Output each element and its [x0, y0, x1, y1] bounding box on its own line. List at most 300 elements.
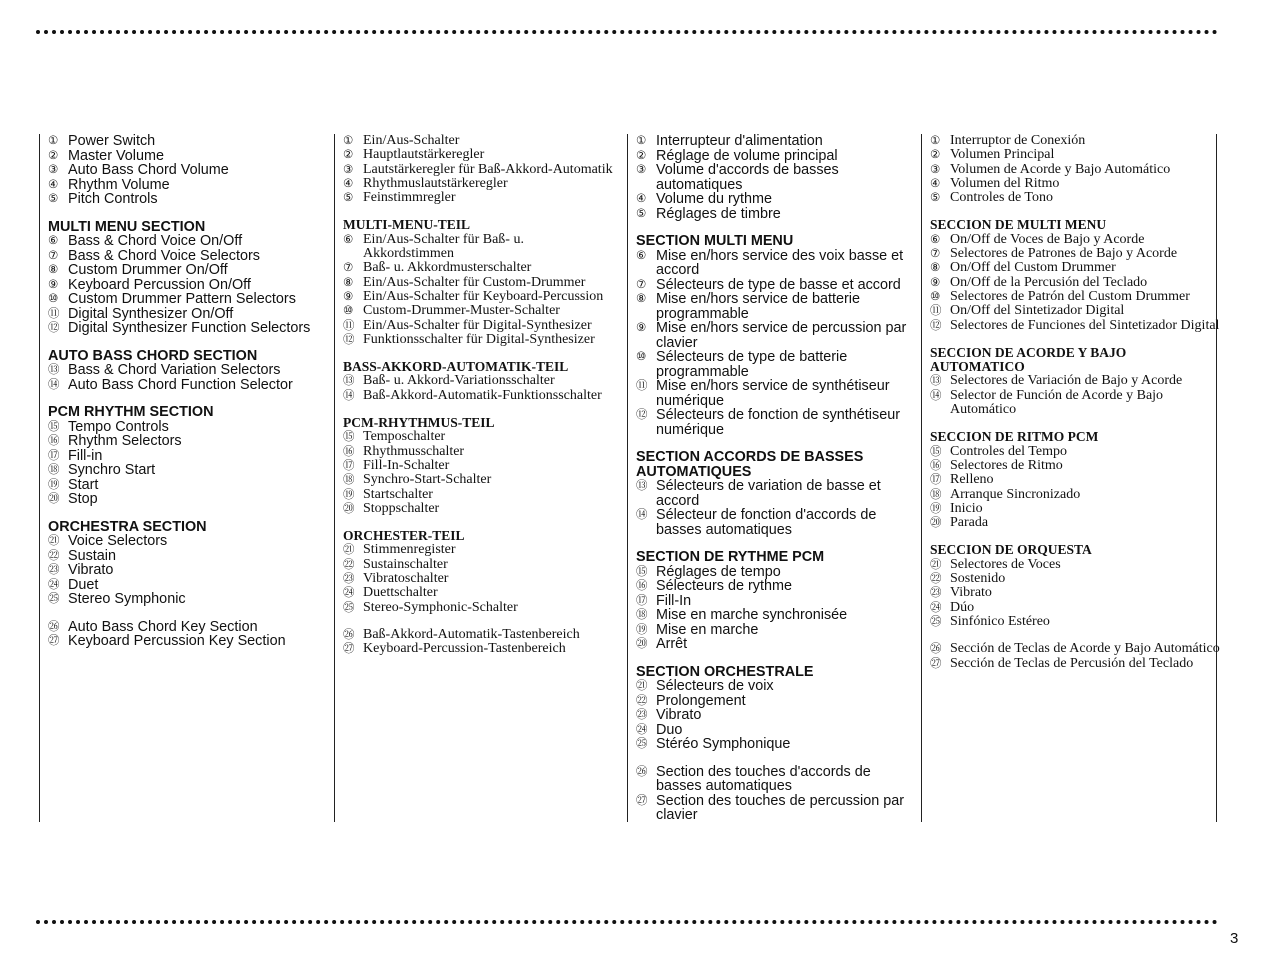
item-number: ⑫	[636, 409, 648, 421]
section-block	[930, 629, 1220, 671]
item-number: ⑰	[343, 459, 355, 472]
item-number: ⑫	[343, 333, 355, 346]
item-label: Custom Drummer Pattern Selectors	[68, 291, 296, 307]
item-number: ⑧	[343, 276, 354, 289]
item-label: Ein/Aus-Schalter für Keyboard-Percussion	[363, 288, 604, 304]
item-number: ⑩	[930, 290, 941, 303]
item-label: Vibrato	[68, 562, 114, 578]
list-item	[930, 134, 1220, 148]
item-number: ⑯	[636, 580, 648, 592]
list-item	[636, 134, 914, 149]
list-item	[48, 420, 328, 435]
item-label: Rhythm Selectors	[68, 433, 182, 449]
list-item	[48, 563, 328, 578]
item-label: Sección de Teclas de Acorde y Bajo Automático	[950, 641, 1220, 657]
item-number: ⑦	[930, 248, 941, 261]
spacer	[636, 752, 914, 765]
list-item	[930, 488, 1220, 502]
item-number: ㉓	[930, 587, 942, 600]
item-label: Hauptlautstärkeregler	[363, 147, 485, 163]
list-item	[636, 249, 914, 278]
item-number: ⑭	[930, 389, 942, 402]
item-number: ⑰	[48, 449, 60, 462]
section-heading: SECCION DE ACORDE Y BAJO AUTOMATICO	[930, 344, 1127, 375]
list-item	[343, 276, 615, 290]
item-number: ㉖	[930, 643, 942, 656]
item-label: Ein/Aus-Schalter für Custom-Drummer	[363, 274, 586, 290]
item-number: ⑫	[48, 322, 60, 334]
item-number: ⑥	[48, 235, 59, 247]
item-label: Synchro Start	[68, 462, 156, 478]
item-number: ㉓	[48, 564, 60, 576]
list-item	[636, 149, 914, 164]
column-divider	[39, 134, 40, 822]
item-label: Selectores de Ritmo	[950, 457, 1063, 473]
item-number: ㉕	[930, 615, 942, 628]
item-number: ㉑	[343, 544, 355, 557]
section-block	[930, 430, 1220, 530]
item-number: ⑤	[48, 193, 59, 205]
list-item	[48, 149, 328, 164]
item-number: ⑲	[48, 478, 60, 491]
list-item	[343, 191, 615, 205]
item-number: ⑧	[636, 293, 647, 305]
item-number: ①	[930, 135, 941, 147]
section-heading: BASS-AKKORD-AUTOMATIK-TEIL	[343, 359, 569, 375]
item-number: ⑳	[48, 493, 60, 505]
german-column	[343, 134, 615, 657]
item-label: Sélecteurs de voix	[656, 678, 774, 694]
item-number: ⑱	[48, 464, 60, 476]
item-label: Ein/Aus-Schalter für Baß- u. Akkordstimmen	[363, 231, 524, 262]
item-number: ⑮	[48, 420, 60, 433]
item-number: ⑭	[48, 378, 60, 391]
item-number: ㉒	[343, 558, 355, 571]
item-number: ⑥	[343, 233, 354, 246]
section-heading: ORCHESTRA SECTION	[48, 518, 207, 535]
item-label: Ein/Aus-Schalter	[363, 133, 460, 148]
item-number: ㉗	[48, 635, 60, 647]
section-block	[343, 360, 615, 403]
list-item	[48, 492, 328, 507]
list-item	[636, 794, 914, 823]
item-number: ⑲	[343, 488, 355, 501]
item-number: ②	[930, 149, 941, 162]
item-label: Keyboard Percussion On/Off	[68, 276, 251, 293]
item-label: Controles del Tempo	[950, 443, 1067, 459]
item-number: ㉑	[48, 535, 60, 547]
item-number: ㉑	[636, 680, 648, 692]
list-item	[930, 261, 1220, 275]
item-label: Baß- u. Akkordmusterschalter	[363, 260, 532, 276]
item-label: Rhythmusschalter	[363, 443, 465, 459]
item-label: Sélecteurs de fonction de synthétiseur numérique	[656, 407, 900, 438]
item-label: Baß-Akkord-Automatik-Tastenbereich	[363, 626, 580, 642]
section-block	[636, 665, 914, 752]
item-label: Volumen de Acorde y Bajo Automático	[950, 161, 1171, 177]
item-number: ⑧	[48, 264, 59, 276]
list-item	[636, 508, 914, 537]
item-label: Section des touches d'accords de basses automatiques	[656, 763, 871, 794]
list-item	[48, 321, 328, 336]
item-label: Bass & Chord Variation Selectors	[68, 362, 281, 378]
item-label: On/Off del Custom Drummer	[950, 260, 1116, 276]
list-item	[48, 534, 328, 549]
list-item	[343, 459, 615, 473]
item-number: ㉔	[48, 578, 60, 591]
item-label: Auto Bass Chord Volume	[68, 162, 229, 178]
item-number: ⑭	[343, 389, 355, 402]
item-number: ⑳	[343, 502, 355, 515]
list-item	[636, 192, 914, 207]
item-label: Sostenido	[950, 571, 1006, 587]
list-item	[930, 558, 1220, 572]
column-divider	[334, 134, 335, 822]
list-item	[343, 148, 615, 162]
item-label: Baß-Akkord-Automatik-Funktionsschalter	[363, 387, 602, 403]
item-label: Réglages de tempo	[656, 563, 781, 580]
item-number: ⑥	[930, 233, 941, 246]
list-item	[636, 765, 914, 794]
section-block	[636, 450, 914, 537]
section-block	[48, 520, 328, 607]
item-number: ⑯	[343, 445, 355, 458]
item-number: ㉕	[48, 593, 60, 605]
section-block	[343, 416, 615, 516]
item-label: On/Off de la Percusión del Teclado	[950, 274, 1148, 290]
item-label: Inicio	[950, 500, 983, 516]
list-item	[636, 207, 914, 222]
section-heading: SECCION DE RITMO PCM	[930, 429, 1099, 445]
list-item	[930, 304, 1220, 318]
item-label: Tempo Controls	[68, 418, 169, 435]
item-number: ⑱	[343, 474, 355, 487]
list-item	[930, 601, 1220, 615]
item-label: Mise en/hors service de batterie programmable	[656, 291, 860, 322]
list-item	[343, 473, 615, 487]
item-label: Stoppschalter	[363, 500, 440, 516]
section-block	[930, 218, 1220, 332]
item-number: ⑯	[48, 435, 60, 447]
item-label: Sélecteurs de type de batterie programmable	[656, 349, 848, 380]
item-number: ⑫	[930, 319, 942, 332]
item-number: ⑪	[343, 319, 355, 332]
section-heading: MULTI MENU SECTION	[48, 218, 206, 235]
top-dotted-rule	[36, 30, 1218, 34]
item-label: Relleno	[950, 472, 994, 488]
list-item	[343, 290, 615, 304]
item-label: Auto Bass Chord Function Selector	[68, 376, 293, 393]
section-heading: SECTION MULTI MENU	[636, 233, 794, 249]
section-heading: SECTION ORCHESTRALE	[636, 663, 814, 680]
item-label: Keyboard Percussion Key Section	[68, 633, 286, 649]
list-item	[930, 445, 1220, 459]
item-number: ㉗	[930, 657, 942, 670]
item-number: ⑦	[343, 262, 354, 275]
list-item	[930, 516, 1220, 530]
item-label: Synchro-Start-Schalter	[363, 472, 492, 488]
item-number: ㉕	[636, 738, 648, 750]
section-block	[343, 218, 615, 347]
list-item	[636, 408, 914, 437]
section-block	[48, 349, 328, 393]
list-item	[636, 579, 914, 594]
column-divider	[627, 134, 628, 822]
list-item	[48, 378, 328, 393]
item-number: ㉒	[930, 573, 942, 586]
section-block	[343, 529, 615, 615]
list-item	[48, 578, 328, 593]
list-item	[930, 586, 1220, 600]
list-item	[48, 463, 328, 478]
item-label: Bass & Chord Voice Selectors	[68, 247, 260, 264]
list-item	[930, 163, 1220, 177]
list-item	[636, 608, 914, 623]
item-number: ①	[343, 135, 354, 147]
item-number: ②	[636, 149, 647, 162]
item-label: Interrupteur d'alimentation	[656, 133, 823, 149]
item-label: Fill-in	[68, 447, 103, 464]
list-item	[343, 177, 615, 191]
section-heading: SECCION DE ORQUESTA	[930, 542, 1092, 558]
item-label: Stéréo Symphonique	[656, 736, 791, 752]
list-item	[343, 601, 615, 615]
item-label: Stop	[68, 491, 98, 507]
item-number: ⑦	[636, 278, 647, 291]
list-item	[930, 148, 1220, 162]
list-item	[48, 192, 328, 207]
item-label: Pitch Controls	[68, 191, 158, 207]
list-item	[343, 304, 615, 318]
item-label: Duettschalter	[363, 585, 438, 601]
item-number: ㉗	[636, 794, 648, 807]
item-number: ③	[343, 163, 354, 176]
item-label: Réglage de volume principal	[656, 147, 838, 164]
column-divider	[921, 134, 922, 822]
item-number: ⑲	[930, 502, 942, 515]
item-number: ㉑	[930, 558, 942, 571]
section-block	[48, 220, 328, 336]
item-number: ⑩	[636, 351, 647, 363]
section-block	[636, 550, 914, 652]
item-number: ⑱	[636, 609, 648, 621]
section-block	[636, 752, 914, 823]
item-label: Controles de Tono	[950, 190, 1053, 206]
section-heading: MULTI-MENU-TEIL	[343, 217, 471, 233]
item-number: ⑤	[343, 192, 354, 205]
item-number: ③	[930, 163, 941, 176]
item-number: ⑪	[48, 307, 60, 320]
item-label: Lautstärkeregler für Baß-Akkord-Automatik	[363, 161, 613, 177]
section-block	[48, 134, 328, 207]
item-number: ①	[636, 135, 647, 147]
item-label: On/Off del Sintetizador Digital	[950, 303, 1125, 319]
item-number: ⑳	[930, 517, 942, 530]
item-number: ⑩	[343, 305, 354, 318]
section-block	[636, 234, 914, 437]
list-item	[636, 623, 914, 638]
item-number: ①	[48, 135, 59, 147]
english-column	[48, 134, 328, 649]
item-number: ⑨	[636, 322, 647, 334]
item-label: Duet	[68, 576, 99, 593]
section-heading: SECTION DE RYTHME PCM	[636, 549, 825, 565]
list-item	[48, 263, 328, 278]
spanish-column	[930, 134, 1220, 671]
item-number: ②	[48, 149, 59, 162]
item-label: Section des touches de percussion par clavier	[656, 792, 904, 823]
section-heading: SECCION DE MULTI MENU	[930, 217, 1107, 233]
list-item	[930, 191, 1220, 205]
list-item	[930, 572, 1220, 586]
section-block	[636, 134, 914, 221]
list-item	[636, 292, 914, 321]
list-item	[930, 319, 1220, 333]
list-item	[343, 628, 615, 642]
item-label: Keyboard-Percussion-Tastenbereich	[363, 641, 566, 657]
list-item	[48, 478, 328, 493]
item-label: Volume du rythme	[656, 191, 772, 207]
list-item	[48, 592, 328, 607]
list-item	[930, 374, 1220, 388]
item-number: ㉔	[930, 601, 942, 614]
item-number: ㉓	[343, 573, 355, 586]
page-number: 3	[1230, 930, 1239, 947]
list-item	[636, 723, 914, 738]
item-number: ③	[48, 164, 59, 176]
item-label: Sélecteurs de variation de basse et accord	[656, 478, 881, 509]
item-label: Dúo	[950, 599, 975, 615]
item-label: Feinstimmregler	[363, 190, 456, 206]
item-label: Power Switch	[68, 133, 156, 149]
item-number: ④	[636, 193, 647, 205]
item-label: Selectores de Variación de Bajo y Acorde	[950, 373, 1183, 389]
section-heading: PCM-RHYTHMUS-TEIL	[343, 415, 495, 431]
item-label: Prolongement	[656, 692, 746, 709]
list-item	[48, 163, 328, 178]
item-label: Custom Drummer On/Off	[68, 262, 228, 278]
item-number: ④	[343, 177, 354, 190]
list-item	[636, 379, 914, 408]
list-item	[636, 350, 914, 379]
item-label: Digital Synthesizer Function Selectors	[68, 320, 311, 336]
list-item	[930, 657, 1220, 671]
list-item	[930, 459, 1220, 473]
item-number: ⑳	[636, 638, 648, 650]
bottom-dotted-rule	[36, 920, 1218, 924]
list-item	[343, 333, 615, 347]
item-number: ㉔	[343, 587, 355, 600]
list-item	[343, 558, 615, 572]
item-label: Stereo-Symphonic-Schalter	[363, 599, 518, 615]
item-label: Mise en/hors service de percussion par clavier	[656, 320, 907, 351]
list-item	[48, 634, 328, 649]
item-label: Volumen Principal	[950, 147, 1055, 163]
item-number: ㉒	[636, 694, 648, 707]
item-number: ③	[636, 164, 647, 176]
list-item	[48, 278, 328, 293]
item-number: ⑮	[930, 445, 942, 458]
item-label: Mise en marche	[656, 621, 759, 638]
list-item	[930, 502, 1220, 516]
item-label: Selectores de Patrón del Custom Drummer	[950, 288, 1190, 304]
item-number: ⑪	[636, 380, 648, 392]
item-number: ⑨	[343, 290, 354, 303]
list-item	[636, 637, 914, 652]
item-number: ⑧	[930, 262, 941, 275]
item-number: ㉖	[48, 620, 60, 633]
item-number: ⑬	[48, 364, 60, 376]
item-label: Fill-In	[656, 592, 692, 609]
list-item	[48, 292, 328, 307]
list-item	[636, 479, 914, 508]
item-label: Voice Selectors	[68, 533, 168, 549]
section-heading: SECTION ACCORDS DE BASSES AUTOMATIQUES	[636, 449, 864, 480]
item-label: Sección de Teclas de Percusión del Teclado	[950, 655, 1194, 671]
list-item	[343, 445, 615, 459]
list-item	[48, 449, 328, 464]
list-item	[636, 679, 914, 694]
item-label: Digital Synthesizer On/Off	[68, 305, 234, 322]
list-item	[343, 572, 615, 586]
item-label: Sustainschalter	[363, 556, 448, 572]
item-number: ⑥	[636, 249, 647, 262]
list-item	[343, 163, 615, 177]
section-block	[343, 134, 615, 205]
item-label: Réglages de timbre	[656, 205, 781, 222]
item-label: Mise en/hors service des voix basse et accord	[656, 247, 904, 278]
item-label: Stimmenregister	[363, 542, 456, 558]
list-item	[48, 620, 328, 635]
item-label: Sélecteur de fonction d'accords de basses automatiques	[656, 507, 877, 538]
list-item	[930, 290, 1220, 304]
list-item	[343, 374, 615, 388]
item-label: Vibratoschalter	[363, 571, 449, 587]
item-label: Selectores de Funciones del Sintetizador Digital	[950, 317, 1220, 333]
list-item	[930, 177, 1220, 191]
list-item	[343, 233, 615, 262]
list-item	[48, 434, 328, 449]
section-heading: PCM RHYTHM SECTION	[48, 404, 214, 420]
list-item	[930, 389, 1220, 418]
item-number: ⑰	[636, 594, 648, 607]
list-item	[930, 473, 1220, 487]
list-item	[48, 234, 328, 249]
list-item	[930, 247, 1220, 261]
list-item	[636, 594, 914, 609]
list-item	[48, 134, 328, 149]
list-item	[48, 249, 328, 264]
spacer	[343, 615, 615, 628]
list-item	[636, 321, 914, 350]
spacer	[48, 607, 328, 620]
list-item	[343, 502, 615, 516]
item-number: ④	[48, 178, 59, 191]
item-number: ⑤	[636, 207, 647, 220]
section-heading: AUTO BASS CHORD SECTION	[48, 347, 258, 364]
item-number: ㉓	[636, 709, 648, 721]
item-number: ㉖	[343, 628, 355, 641]
item-label: Stereo Symphonic	[68, 591, 186, 607]
list-item	[636, 565, 914, 580]
item-label: Temposchalter	[363, 429, 446, 445]
list-item	[343, 319, 615, 333]
list-item	[343, 430, 615, 444]
item-label: On/Off de Voces de Bajo y Acorde	[950, 231, 1145, 247]
item-label: Start	[68, 476, 99, 493]
list-item	[930, 615, 1220, 629]
list-item	[636, 737, 914, 752]
